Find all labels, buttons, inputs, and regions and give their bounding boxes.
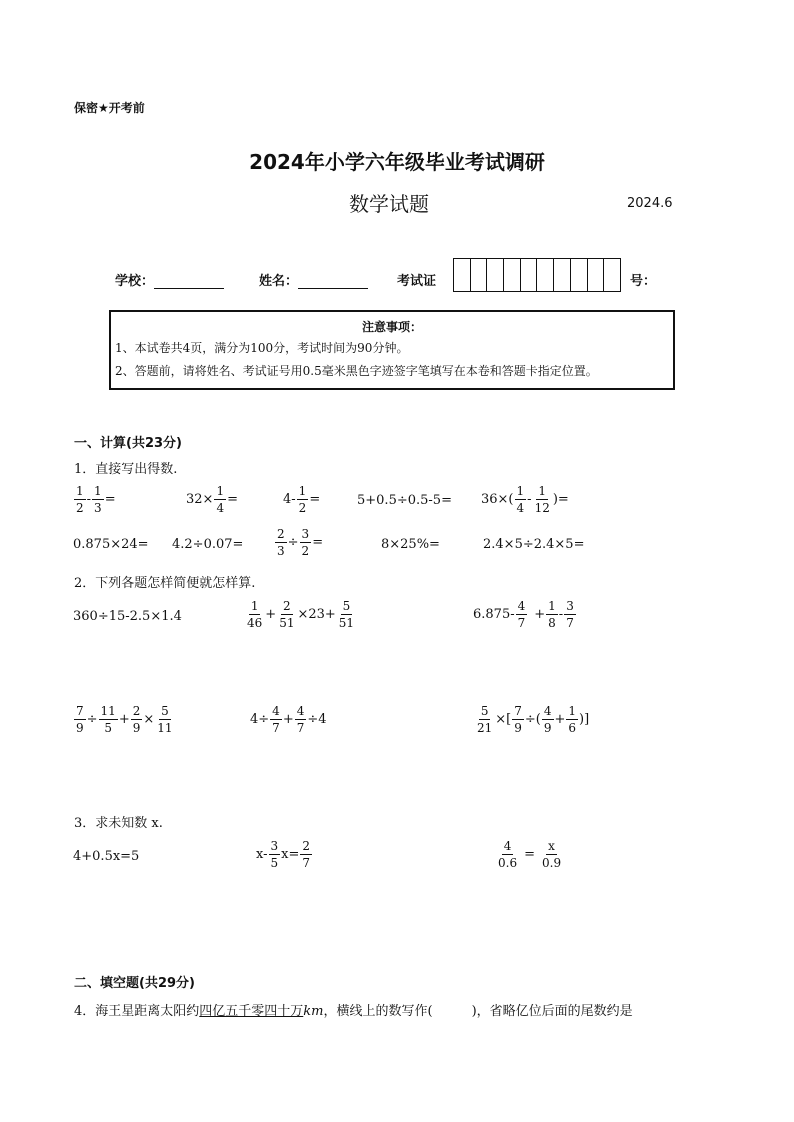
q4-unit: km — [303, 1004, 324, 1019]
question-1-prompt: 1．直接写出得数. — [74, 462, 178, 477]
q4-text-pre: 4．海王星距离太阳约 — [74, 1004, 200, 1019]
name-field — [259, 270, 368, 289]
q3-item-c: $\frac{4}{0.6}$ = $\frac{x}{0.9}$ — [498, 839, 562, 870]
q4-underlined-number: 四亿五千零四十万 — [199, 1004, 304, 1019]
id-cell — [487, 259, 504, 291]
school-label: 学校： — [115, 274, 155, 289]
notice-line-1: 1、本试卷共4页，满分为100分，考试时间为90分钟。 — [115, 341, 409, 355]
school-blank[interactable] — [154, 275, 224, 289]
exam-id-boxes[interactable] — [453, 258, 621, 292]
name-label: 姓名： — [259, 274, 299, 289]
q1-item-g: 4.2÷0.07= — [172, 537, 244, 552]
id-cell — [554, 259, 571, 291]
q4-text-post: ，横线上的数写作( )，省略亿位后面的尾数约是 — [323, 1004, 633, 1019]
number-label: 号： — [630, 274, 657, 289]
q2-item-d: $\frac{7}{9}$ ÷ $\frac{11}{5}$ + $\frac{2}{9}$ × $\frac{5}{11}$ — [76, 704, 173, 735]
id-cell — [471, 259, 488, 291]
confidential-mark: 保密★开考前 — [74, 101, 145, 115]
question-3-prompt: 3．求未知数 x. — [74, 816, 163, 831]
section1-heading: 一、计算(共23分) — [74, 436, 182, 451]
school-field — [115, 270, 224, 289]
exam-id-label: 考试证 — [397, 274, 437, 289]
q1-item-a: $\frac{1}{2}$ - $\frac{1}{3}$ = — [76, 484, 116, 515]
question-4 — [74, 1000, 633, 1019]
id-cell — [588, 259, 605, 291]
q2-item-c: 6.875- $\frac{4}{7}$ + $\frac{1}{8}$ - $\frac{3}{7}$ — [473, 599, 574, 630]
q1-item-e: 36×( $\frac{1}{4}$ - $\frac{1}{12}$ )= — [481, 484, 569, 515]
id-cell — [537, 259, 554, 291]
section2-heading: 二、填空题(共29分) — [74, 976, 195, 991]
q2-item-f: $\frac{5}{21}$ ×[ $\frac{7}{9}$ ÷( $\frac{4}{9}$ + $\frac{1}{6}$ )] — [477, 704, 590, 735]
q1-item-h: $\frac{2}{3}$ ÷ $\frac{3}{2}$ = — [277, 527, 324, 558]
q1-item-j: 2.4×5÷2.4×5= — [483, 537, 585, 552]
exam-date: 2024.6 — [627, 196, 673, 211]
page-subtitle: 数学试题 — [349, 192, 429, 216]
page-title: 2024年小学六年级毕业考试调研 — [249, 150, 545, 174]
notice-heading: 注意事项： — [361, 320, 422, 334]
name-blank[interactable] — [298, 275, 368, 289]
q3-item-b: x- $\frac{3}{5}$ x= $\frac{2}{7}$ — [256, 839, 311, 870]
q2-item-e: 4÷ $\frac{4}{7}$ + $\frac{4}{7}$ ÷4 — [250, 704, 327, 735]
notice-line-2: 2、答题前，请将姓名、考试证号用0.5毫米黑色字迹签字笔填写在本卷和答题卡指定位置。 — [115, 364, 598, 378]
q1-item-f: 0.875×24= — [73, 537, 149, 552]
id-cell — [521, 259, 538, 291]
q2-item-b: $\frac{1}{46}$ + $\frac{2}{51}$ ×23+ $\frac{5}{51}$ — [247, 599, 355, 630]
id-cell — [454, 259, 471, 291]
id-cell — [604, 259, 620, 291]
question-2-prompt: 2．下列各题怎样简便就怎样算. — [74, 576, 256, 591]
q1-item-i: 8×25%= — [381, 537, 440, 552]
q1-item-b: 32× $\frac{1}{4}$ = — [186, 484, 238, 515]
q3-item-a: 4+0.5x=5 — [73, 849, 140, 864]
id-cell — [571, 259, 588, 291]
q1-item-c: 4- $\frac{1}{2}$ = — [283, 484, 321, 515]
id-cell — [504, 259, 521, 291]
q2-item-a: 360÷15-2.5×1.4 — [73, 609, 182, 624]
notice-box — [109, 310, 675, 390]
q1-item-d: 5+0.5÷0.5-5= — [357, 493, 452, 508]
